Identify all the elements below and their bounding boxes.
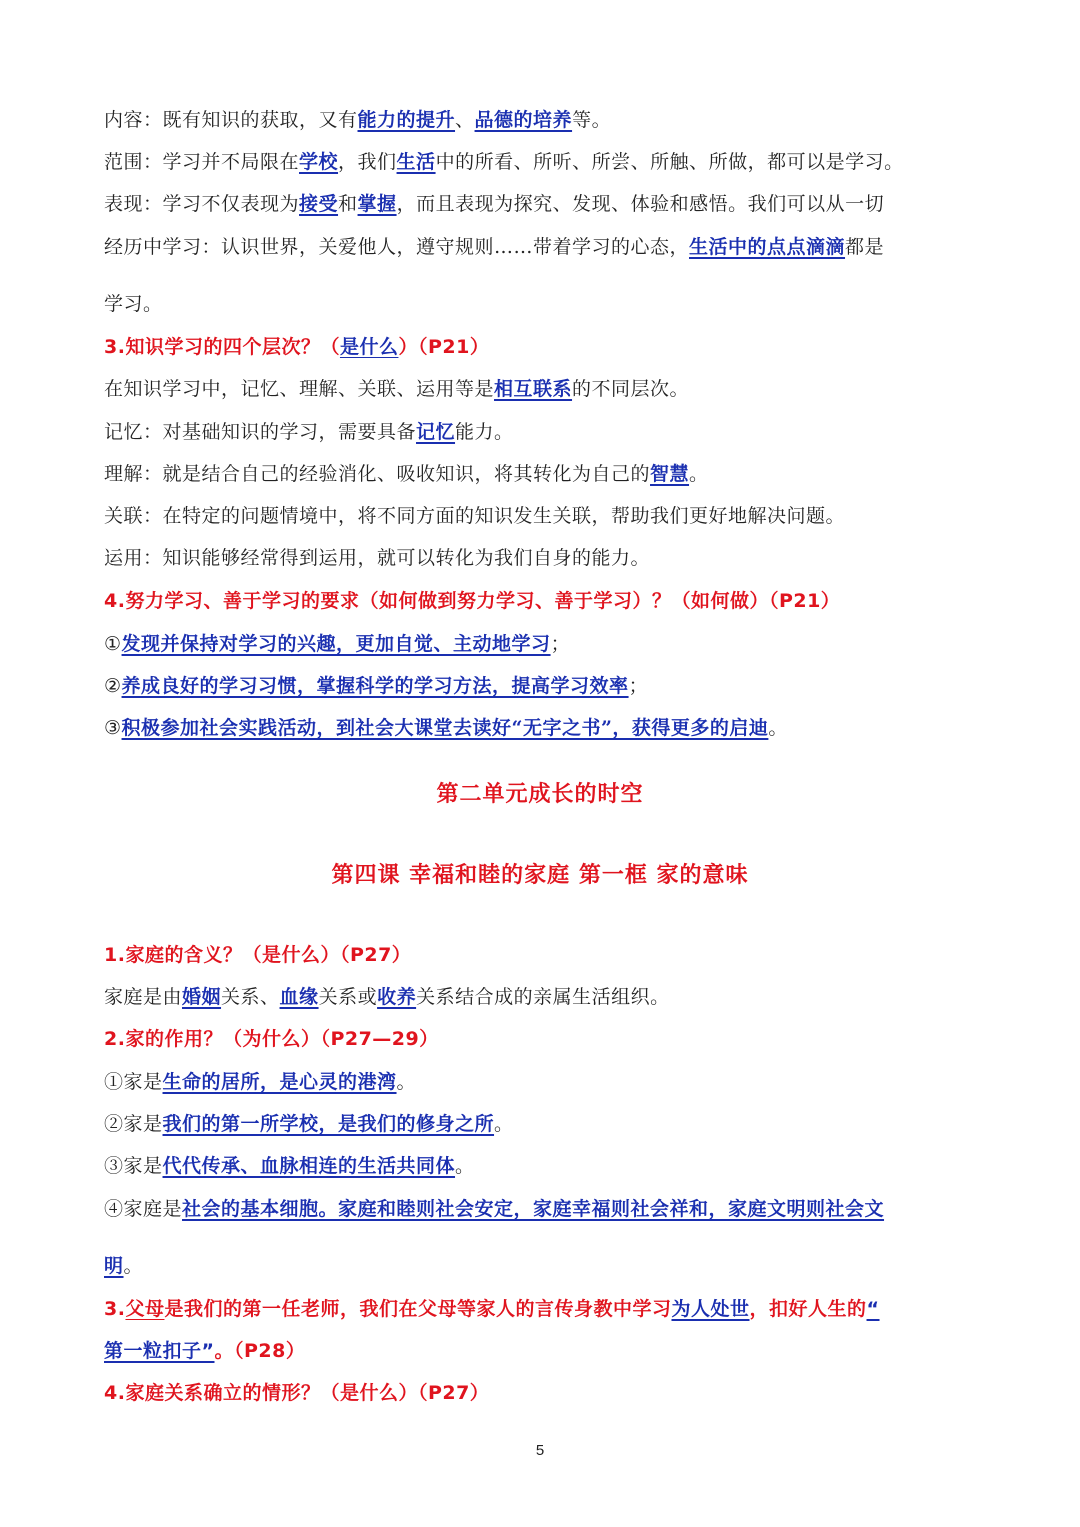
- key-term: 代代传承、血脉相连的生活共同体: [162, 1155, 456, 1177]
- text-line: [104, 544, 984, 572]
- text: ②家是: [104, 1113, 163, 1135]
- text: ；: [550, 633, 571, 655]
- key-term: 相互联系: [494, 378, 573, 400]
- text: ，而且表现为探究、发现、体验和感悟。我们可以从一切: [396, 193, 885, 215]
- text: ；: [628, 675, 649, 697]
- key-term: 生活: [396, 151, 436, 173]
- key-term: 父母: [125, 1298, 165, 1320]
- key-term: 收养: [377, 986, 417, 1008]
- question-heading: [104, 1025, 984, 1053]
- unit-title: [0, 781, 1080, 809]
- list-item: [104, 672, 984, 700]
- question-heading: [104, 587, 984, 615]
- question-heading-cont: [104, 1337, 984, 1365]
- key-term: 积极参加社会实践活动，到社会大课堂去读好“无字之书”，获得更多的启迪: [121, 717, 769, 739]
- page-number: 5: [535, 1442, 545, 1459]
- key-term: 能力的提升: [357, 109, 456, 131]
- key-term: 生命的居所，是心灵的港湾: [162, 1071, 397, 1093]
- text: 第四课 幸福和睦的家庭 第一框 家的意味: [331, 863, 749, 888]
- text: ，我们: [338, 151, 397, 173]
- key-term: 生活中的点点滴滴: [689, 236, 846, 258]
- text: 表现：学习不仅表现为: [104, 193, 300, 215]
- key-term: 是什么: [339, 336, 399, 358]
- text: 和: [338, 193, 358, 215]
- key-term: 智慧: [650, 463, 690, 485]
- list-item: [104, 1195, 984, 1223]
- text-line: [104, 502, 984, 530]
- text: 能力。: [455, 421, 514, 443]
- key-term: 第一粒扣子”: [104, 1340, 215, 1362]
- text: 关系、: [221, 986, 280, 1008]
- key-term: 社会的基本细胞。家庭和睦则社会安定，家庭幸福则社会祥和，家庭文明则社会文: [182, 1198, 885, 1220]
- question-heading: [104, 1295, 984, 1323]
- text: 、: [455, 109, 475, 131]
- text: 在知识学习中，记忆、理解、关联、运用等是: [104, 378, 495, 400]
- text: 第二单元成长的时空: [436, 782, 644, 807]
- text: 范围：学习并不局限在: [104, 151, 300, 173]
- list-item: [104, 1152, 984, 1180]
- text: 关系结合成的亲属生活组织。: [416, 986, 670, 1008]
- key-term: 婚姻: [182, 986, 222, 1008]
- text-line: [104, 375, 984, 403]
- key-term: 血缘: [279, 986, 319, 1008]
- question-heading: [104, 333, 984, 361]
- key-term: 掌握: [357, 193, 397, 215]
- key-term: 品德的培养: [474, 109, 573, 131]
- text: 经历中学习：认识世界，关爱他人，遵守规则……带着学习的心态，: [104, 236, 690, 258]
- text: 。: [455, 1155, 475, 1177]
- text: ①: [104, 633, 122, 655]
- text: 3.知识学习的四个层次？（: [104, 336, 340, 358]
- text: 理解：就是结合自己的经验消化、吸收知识，将其转化为自己的: [104, 463, 651, 485]
- text: 。: [396, 1071, 417, 1093]
- text: 。: [689, 463, 709, 485]
- text: 记忆：对基础知识的学习，需要具备: [104, 421, 417, 443]
- text: 的不同层次。: [572, 378, 690, 400]
- text: 1.家庭的含义？（是什么）（P27）: [104, 944, 412, 966]
- list-item: [104, 1068, 984, 1096]
- text: 。: [494, 1113, 514, 1135]
- text: ②: [104, 675, 122, 697]
- key-term: 记忆: [416, 421, 456, 443]
- text: ③家是: [104, 1155, 163, 1177]
- question-heading: [104, 1379, 984, 1407]
- text: 。（P28）: [214, 1340, 306, 1362]
- expression-line: [104, 190, 984, 218]
- text: 等。: [572, 109, 612, 131]
- text: 4.家庭关系确立的情形？（是什么）（P27）: [104, 1382, 490, 1404]
- text: ①家是: [104, 1071, 163, 1093]
- text: 关系或: [318, 986, 378, 1008]
- list-item-cont: [104, 1252, 984, 1280]
- text: 2.家的作用？（为什么）（P27—29）: [104, 1028, 439, 1050]
- key-term: “: [866, 1298, 880, 1320]
- lesson-title: [0, 862, 1080, 890]
- text: 关联：在特定的问题情境中，将不同方面的知识发生关联，帮助我们更好地解决问题。: [104, 505, 846, 527]
- text: 家庭是由: [104, 986, 183, 1008]
- text: 。: [123, 1255, 144, 1277]
- text-line: [104, 418, 984, 446]
- text: 都是: [845, 236, 885, 258]
- key-term: 我们的第一所学校，是我们的修身之所: [162, 1113, 495, 1135]
- key-term: 发现并保持对学习的兴趣，更加自觉、主动地学习: [121, 633, 551, 655]
- text-line: [104, 290, 984, 318]
- text: ，扣好人生的: [749, 1298, 867, 1320]
- question-heading: [104, 941, 984, 969]
- text: 。: [768, 717, 788, 739]
- key-term: 明: [104, 1255, 124, 1277]
- text-line: [104, 460, 984, 488]
- text: ③: [104, 717, 122, 739]
- text: 是我们的第一任老师，我们在父母等家人的言传身教中学习: [164, 1298, 672, 1320]
- text: 中的所看、所听、所尝、所触、所做，都可以是学习。: [435, 151, 904, 173]
- list-item: [104, 1110, 984, 1138]
- key-term: 学校: [299, 151, 339, 173]
- key-term: 接受: [299, 193, 339, 215]
- text-line: [104, 983, 984, 1011]
- text: 内容：既有知识的获取，又有: [104, 109, 358, 131]
- key-term: 养成良好的学习习惯，掌握科学的学习方法，提高学习效率: [121, 675, 629, 697]
- key-term: 为人处世: [671, 1298, 750, 1320]
- list-item: [104, 714, 984, 742]
- text: 学习。: [104, 293, 163, 315]
- content-line: [104, 106, 984, 134]
- text: 3.: [104, 1298, 126, 1320]
- text: 4.努力学习、善于学习的要求（如何做到努力学习、善于学习）？（如何做）（P21）: [104, 590, 841, 612]
- text: ）（P21）: [398, 336, 490, 358]
- text: 运用：知识能够经常得到运用，就可以转化为我们自身的能力。: [104, 547, 651, 569]
- expression-line-cont: [104, 233, 984, 261]
- text: ④家庭是: [104, 1198, 183, 1220]
- scope-line: [104, 148, 984, 176]
- list-item: [104, 630, 984, 658]
